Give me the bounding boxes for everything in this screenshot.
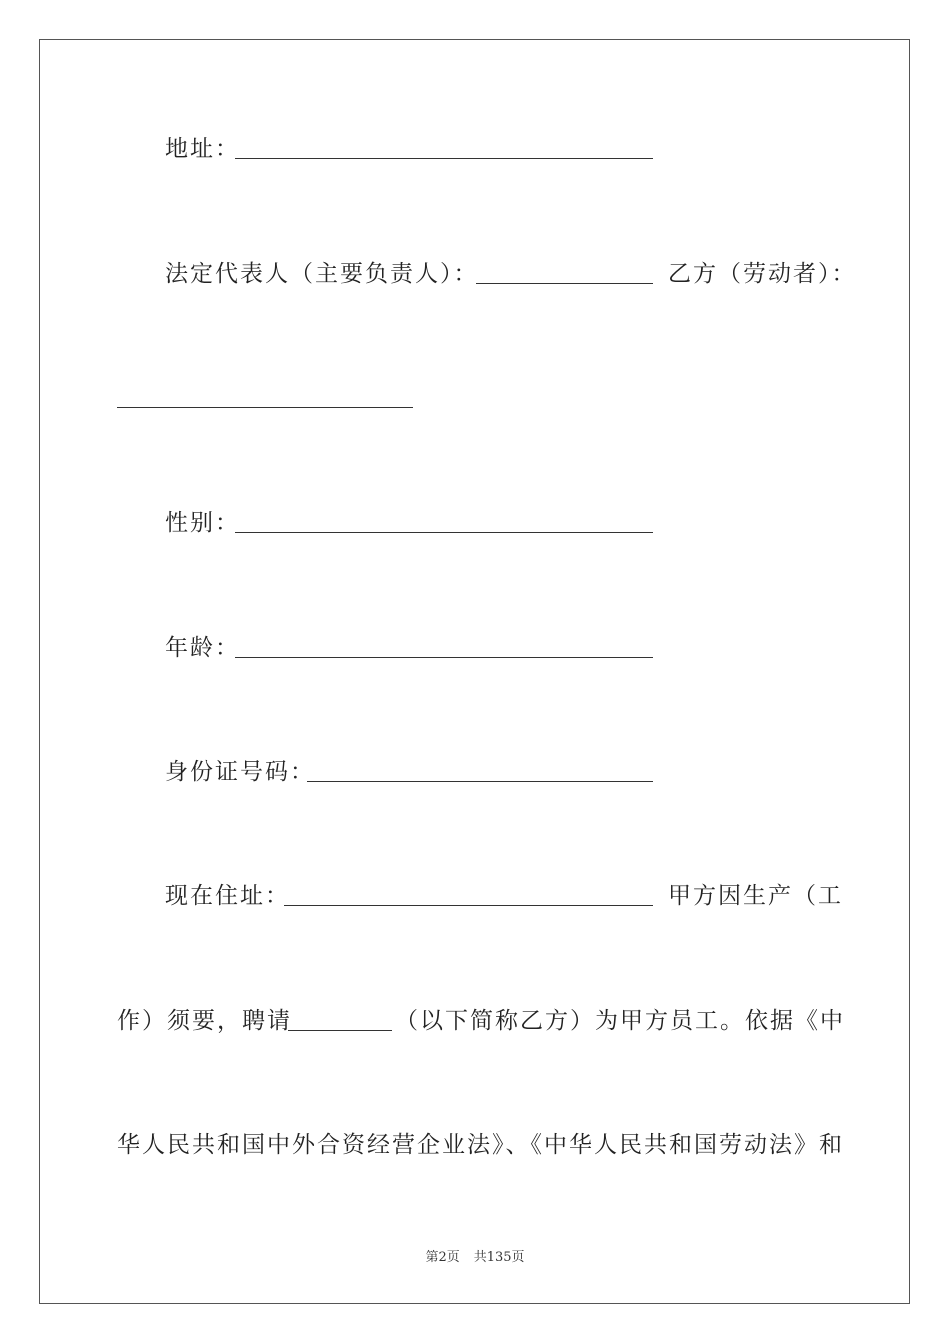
page-total: 共135页: [473, 1250, 525, 1265]
page-border: [39, 39, 910, 1304]
party-b-blank[interactable]: [117, 407, 413, 408]
page-number: 第2页: [425, 1250, 460, 1265]
gender-blank[interactable]: [235, 532, 653, 533]
legal-rep-blank[interactable]: [476, 283, 653, 284]
age-label: 年龄：: [165, 635, 240, 661]
gender-label: 性别：: [165, 510, 240, 536]
page-footer: [0, 1246, 950, 1265]
residence-blank[interactable]: [284, 905, 653, 906]
legal-rep-label: 法定代表人（主要负责人）：: [165, 261, 479, 287]
paragraph-line-2-head: 作）须要，聘请: [117, 1008, 292, 1034]
address-blank[interactable]: [235, 158, 653, 159]
party-b-label: 乙方（劳动者）：: [668, 261, 857, 287]
residence-label: 现在住址：: [165, 883, 290, 909]
paragraph-line-3: 华人民共和国中外合资经营企业法》、《中华人民共和国劳动法》和: [117, 1132, 844, 1158]
paragraph-line-1: 甲方因生产（工: [668, 883, 843, 909]
id-number-blank[interactable]: [307, 781, 653, 782]
age-blank[interactable]: [235, 657, 653, 658]
paragraph-line-2-tail: （以下简称乙方）为甲方员工。依据《中: [395, 1008, 845, 1034]
id-number-label: 身份证号码：: [165, 759, 315, 785]
employee-name-blank[interactable]: [288, 1030, 392, 1031]
address-label: 地址：: [165, 136, 240, 162]
